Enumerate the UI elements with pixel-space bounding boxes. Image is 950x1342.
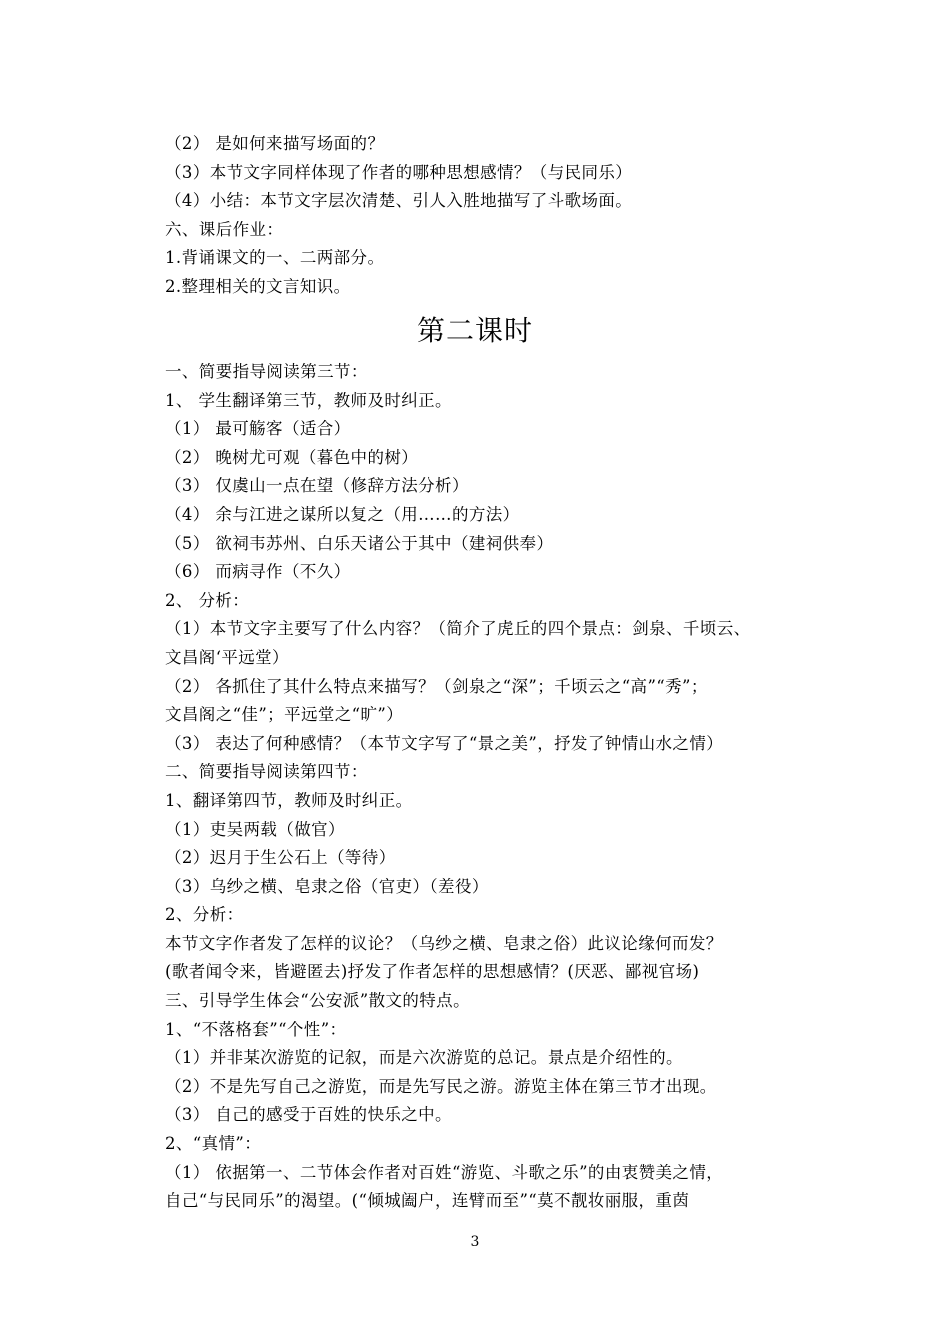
- text-line: （1）并非某次游览的记叙，而是六次游览的总记。景点是介绍性的。: [165, 1048, 683, 1068]
- text-line: （3） 自己的感受于百姓的快乐之中。: [165, 1105, 452, 1125]
- text-line: （3） 仅虞山一点在望（修辞方法分析）: [165, 476, 469, 496]
- text-line: （2） 各抓住了其什么特点来描写？（剑泉之“深”；千顷云之“高”“秀”；: [165, 676, 708, 696]
- text-line: 六、课后作业：: [165, 219, 284, 239]
- text-line: （4） 余与江进之谋所以复之（用……的方法）: [165, 504, 520, 524]
- text-line: 2、分析：: [165, 905, 244, 925]
- text-line: 1、翻译第四节，教师及时纠正。: [165, 790, 413, 810]
- text-line: 本节文字作者发了怎样的议论？（乌纱之横、皂隶之俗）此议论缘何而发？: [165, 933, 723, 953]
- text-block-top: [165, 130, 805, 302]
- text-line: （2）迟月于生公石上（等待）: [165, 848, 396, 868]
- text-line: （3）本节文字同样体现了作者的哪种思想感情？（与民同乐）: [165, 162, 633, 182]
- text-line: 1.背诵课文的一、二两部分。: [165, 248, 385, 268]
- text-line: 一、简要指导阅读第三节：: [165, 362, 368, 381]
- text-line: （2） 是如何来描写场面的？: [165, 134, 385, 153]
- text-line: （5） 欲祠韦苏州、白乐天诸公于其中（建祠供奉）: [165, 533, 554, 553]
- text-line: 2、“真情”：: [165, 1134, 262, 1154]
- text-line: 三、引导学生体会“公安派”散文的特点。: [165, 991, 470, 1011]
- text-line: （2）不是先写自己之游览，而是先写民之游。游览主体在第三节才出现。: [165, 1076, 717, 1096]
- text-line: 文昌阁‘平远堂）: [165, 647, 289, 667]
- text-line: 1、 学生翻译第三节，教师及时纠正。: [165, 390, 452, 410]
- text-line: （3）乌纱之横、皂隶之俗（官吏）（差役）: [165, 876, 489, 896]
- text-line: 二、简要指导阅读第四节：: [165, 762, 368, 782]
- text-line: 自己“与民同乐”的渴望。(“倾城阖户，连臂而至”“莫不靓妆丽服，重茵: [165, 1191, 690, 1211]
- text-line: （1） 最可觞客（适合）: [165, 419, 351, 439]
- text-line: （2） 晚树尤可观（暮色中的树）: [165, 447, 419, 467]
- text-line: （4）小结：本节文字层次清楚、引人入胜地描写了斗歌场面。: [165, 191, 633, 211]
- section-heading: 第二课时: [416, 314, 533, 347]
- text-line: （3） 表达了何种感情？（本节文字写了“景之美”，抒发了钟情山水之情）: [165, 733, 724, 753]
- text-line: 文昌阁之“佳”；平远堂之“旷”）: [165, 705, 404, 725]
- text-block-main: [165, 358, 805, 1216]
- page-number: 3: [470, 1234, 480, 1250]
- text-line: （1） 依据第一、二节体会作者对百姓“游览、斗歌之乐”的由衷赞美之情，: [165, 1162, 724, 1182]
- text-line: （1）本节文字主要写了什么内容？（简介了虎丘的四个景点：剑泉、千顷云、: [165, 619, 751, 639]
- text-line: 1、“不落格套”“个性”：: [165, 1019, 347, 1039]
- text-line: (歌者闻令来，皆避匿去)抒发了作者怎样的思想感情？(厌恶、鄙视官场): [165, 962, 700, 982]
- text-line: 2、 分析：: [165, 590, 250, 610]
- text-line: （6） 而病寻作（不久）: [165, 562, 351, 582]
- text-line: 2.整理相关的文言知识。: [165, 276, 351, 296]
- text-line: （1）吏吴两载（做官）: [165, 819, 345, 839]
